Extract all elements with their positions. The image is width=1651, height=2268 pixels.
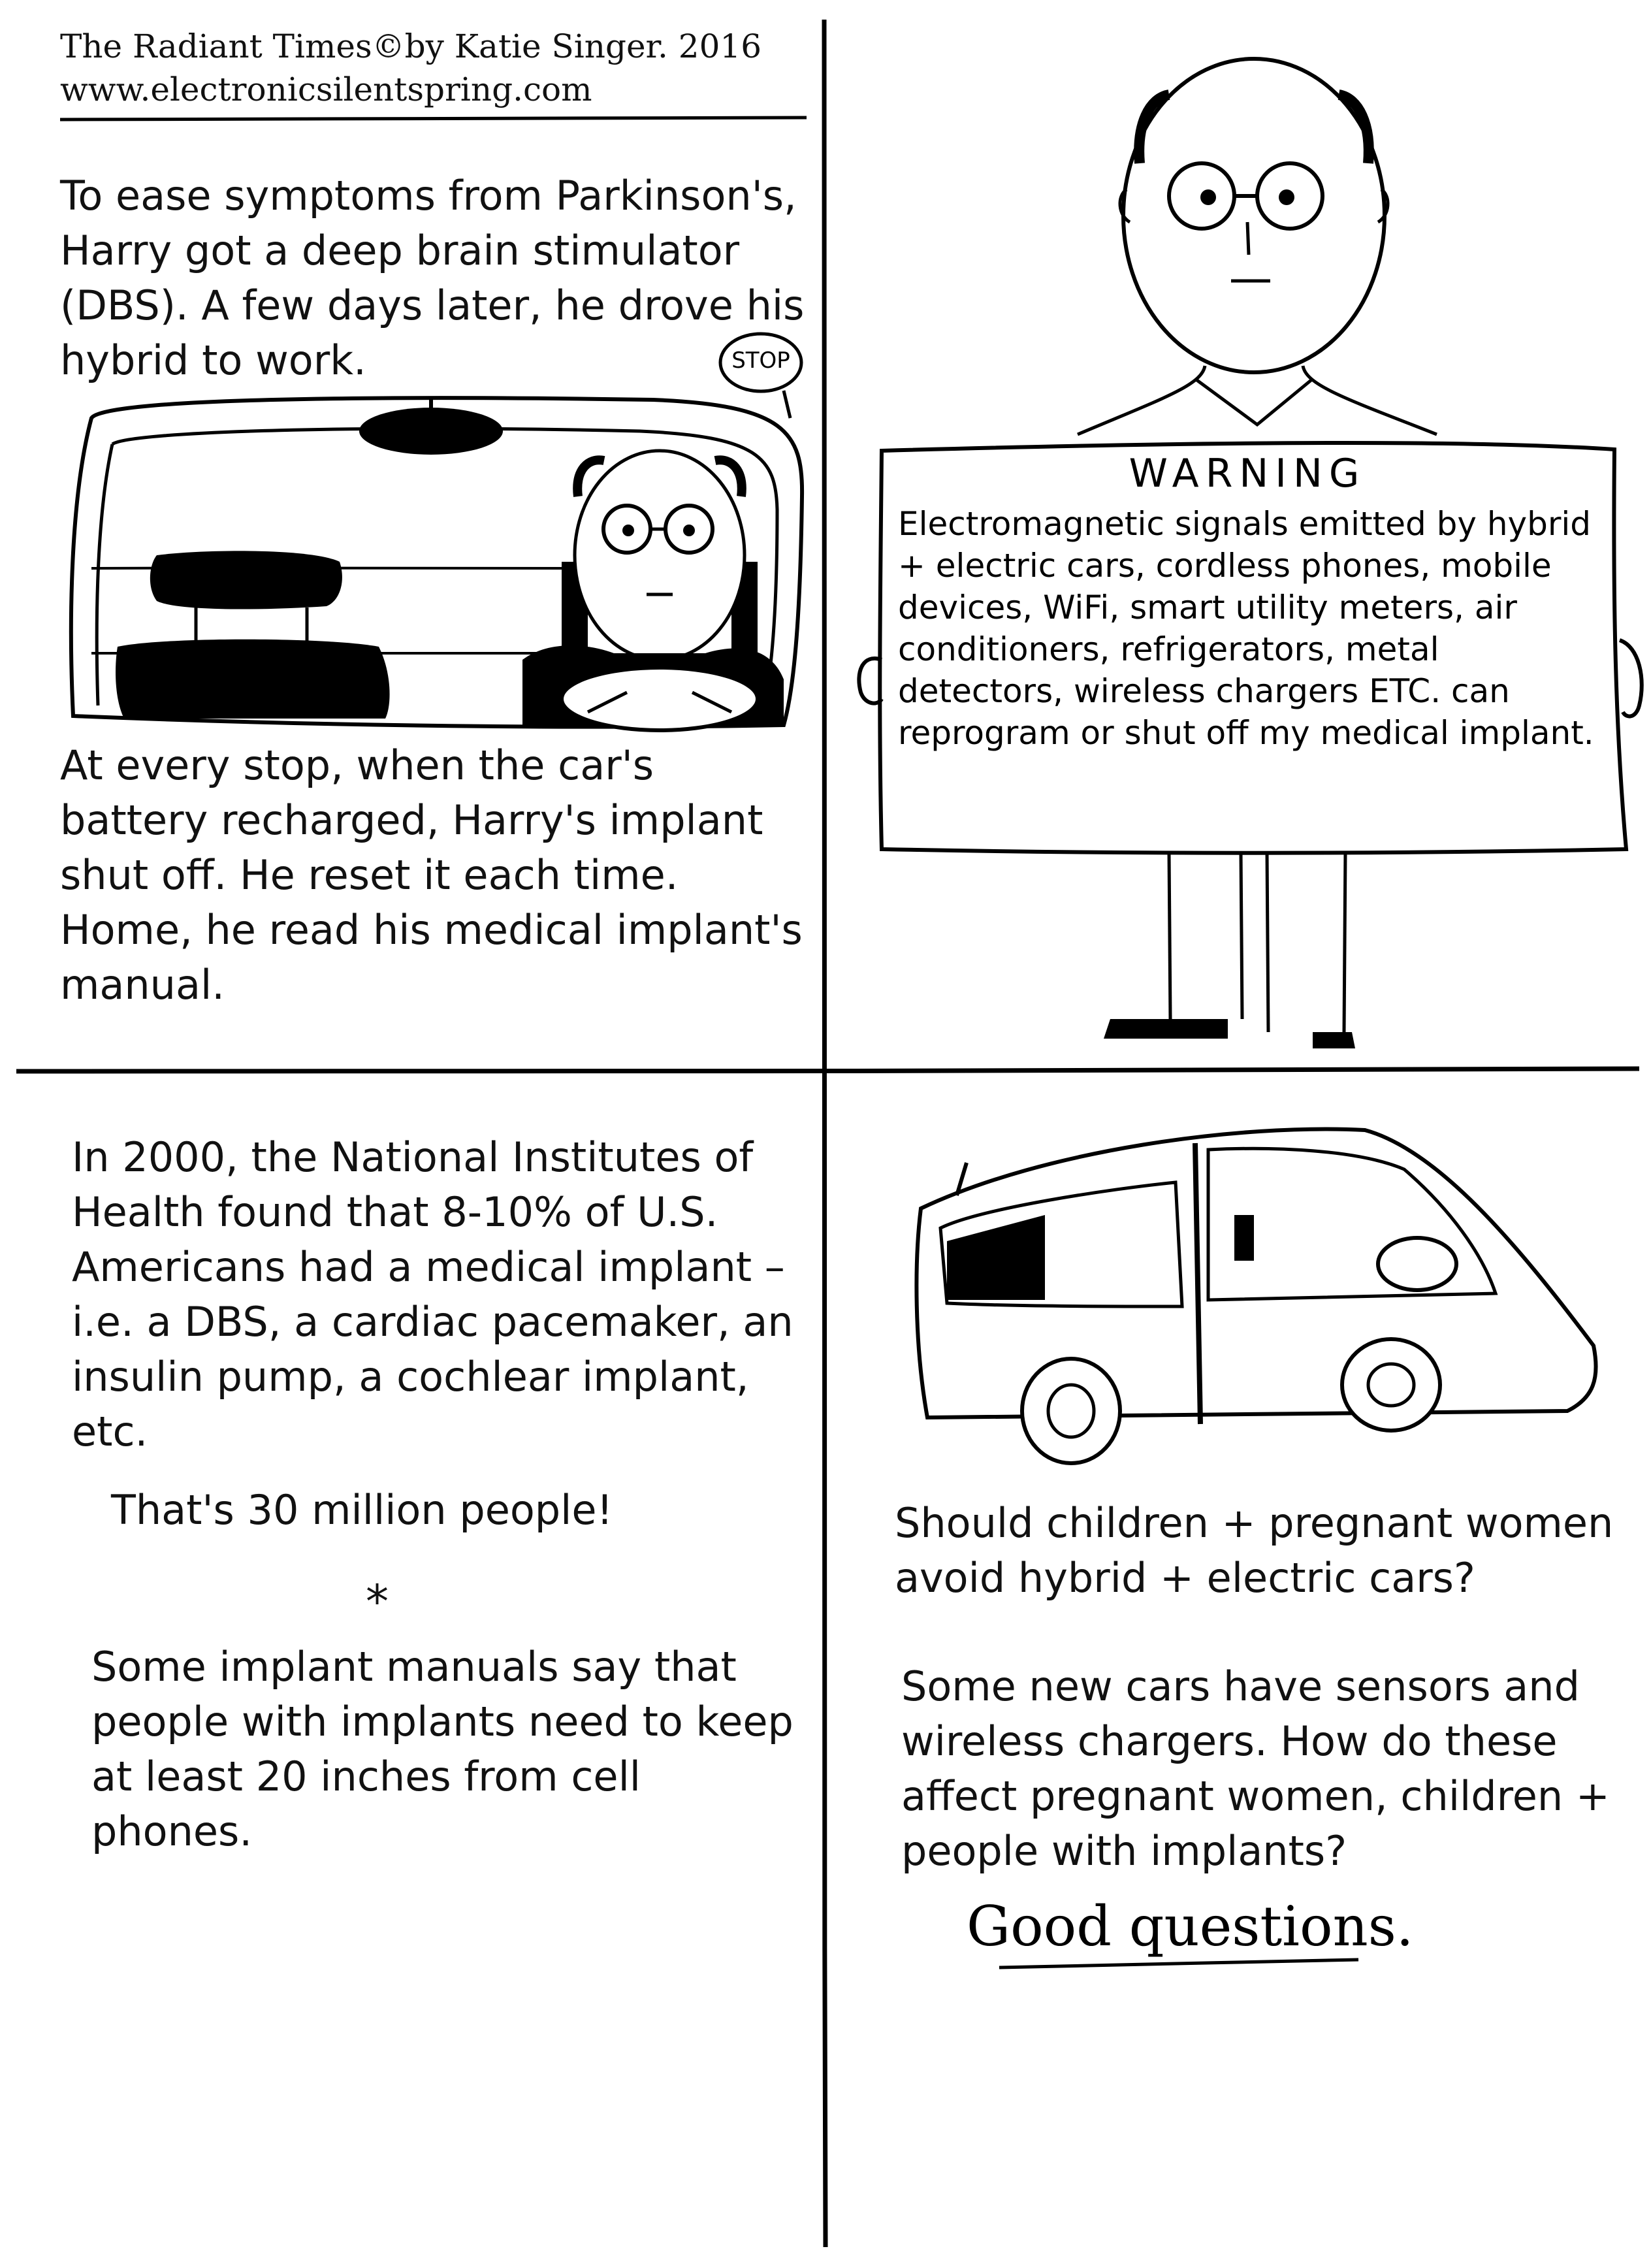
panel1-intro: To ease symptoms from Parkinson's, Harry got a deep brain stimulator (DBS). A few days later, he drove his hybrid to work. (60, 172, 805, 384)
warning-sign-title: WARNING (1129, 451, 1366, 496)
panel4-question: Should children + pregnant women avoid hybrid + electric cars? (895, 1499, 1614, 1602)
header-title: The Radiant Times©by Katie Singer. 2016 (60, 27, 761, 65)
panel3-text: In 2000, the National Institutes of Health found that 8-10% of U.S. Americans had a medical implant – i.e. a DBS, a cardiac pacemaker, an insulin pump, a cochlear implant, etc. (72, 1133, 793, 1455)
asterisk: * (366, 1575, 389, 1628)
stop-sign: STOP (731, 348, 790, 374)
panel3-text2: That's 30 million people! (111, 1486, 613, 1534)
panel1-caption: At every stop, when the car's battery recharged, Harry's implant shut off. He reset it each time. Home, he read his medical implant's manual. (60, 741, 803, 1009)
warning-sign-text: Electromagnetic signals emitted by hybrid + electric cars, cordless phones, mobile devices, WiFi, smart utility meters, air conditioners, refrigerators, metal detectors, wireless chargers ETC. can reprogram or shut off my medical implant. (898, 505, 1594, 752)
panel4-text: Some new cars have sensors and wireless chargers. How do these affect pregnant women, children + people with implants? (901, 1662, 1610, 1875)
panel3-text3: Some implant manuals say that people with implants need to keep at least 20 inches from cell phones. (91, 1643, 793, 1855)
good-questions: Good questions. (967, 1894, 1414, 1958)
header-url: www.electronicsilentspring.com (60, 71, 592, 108)
